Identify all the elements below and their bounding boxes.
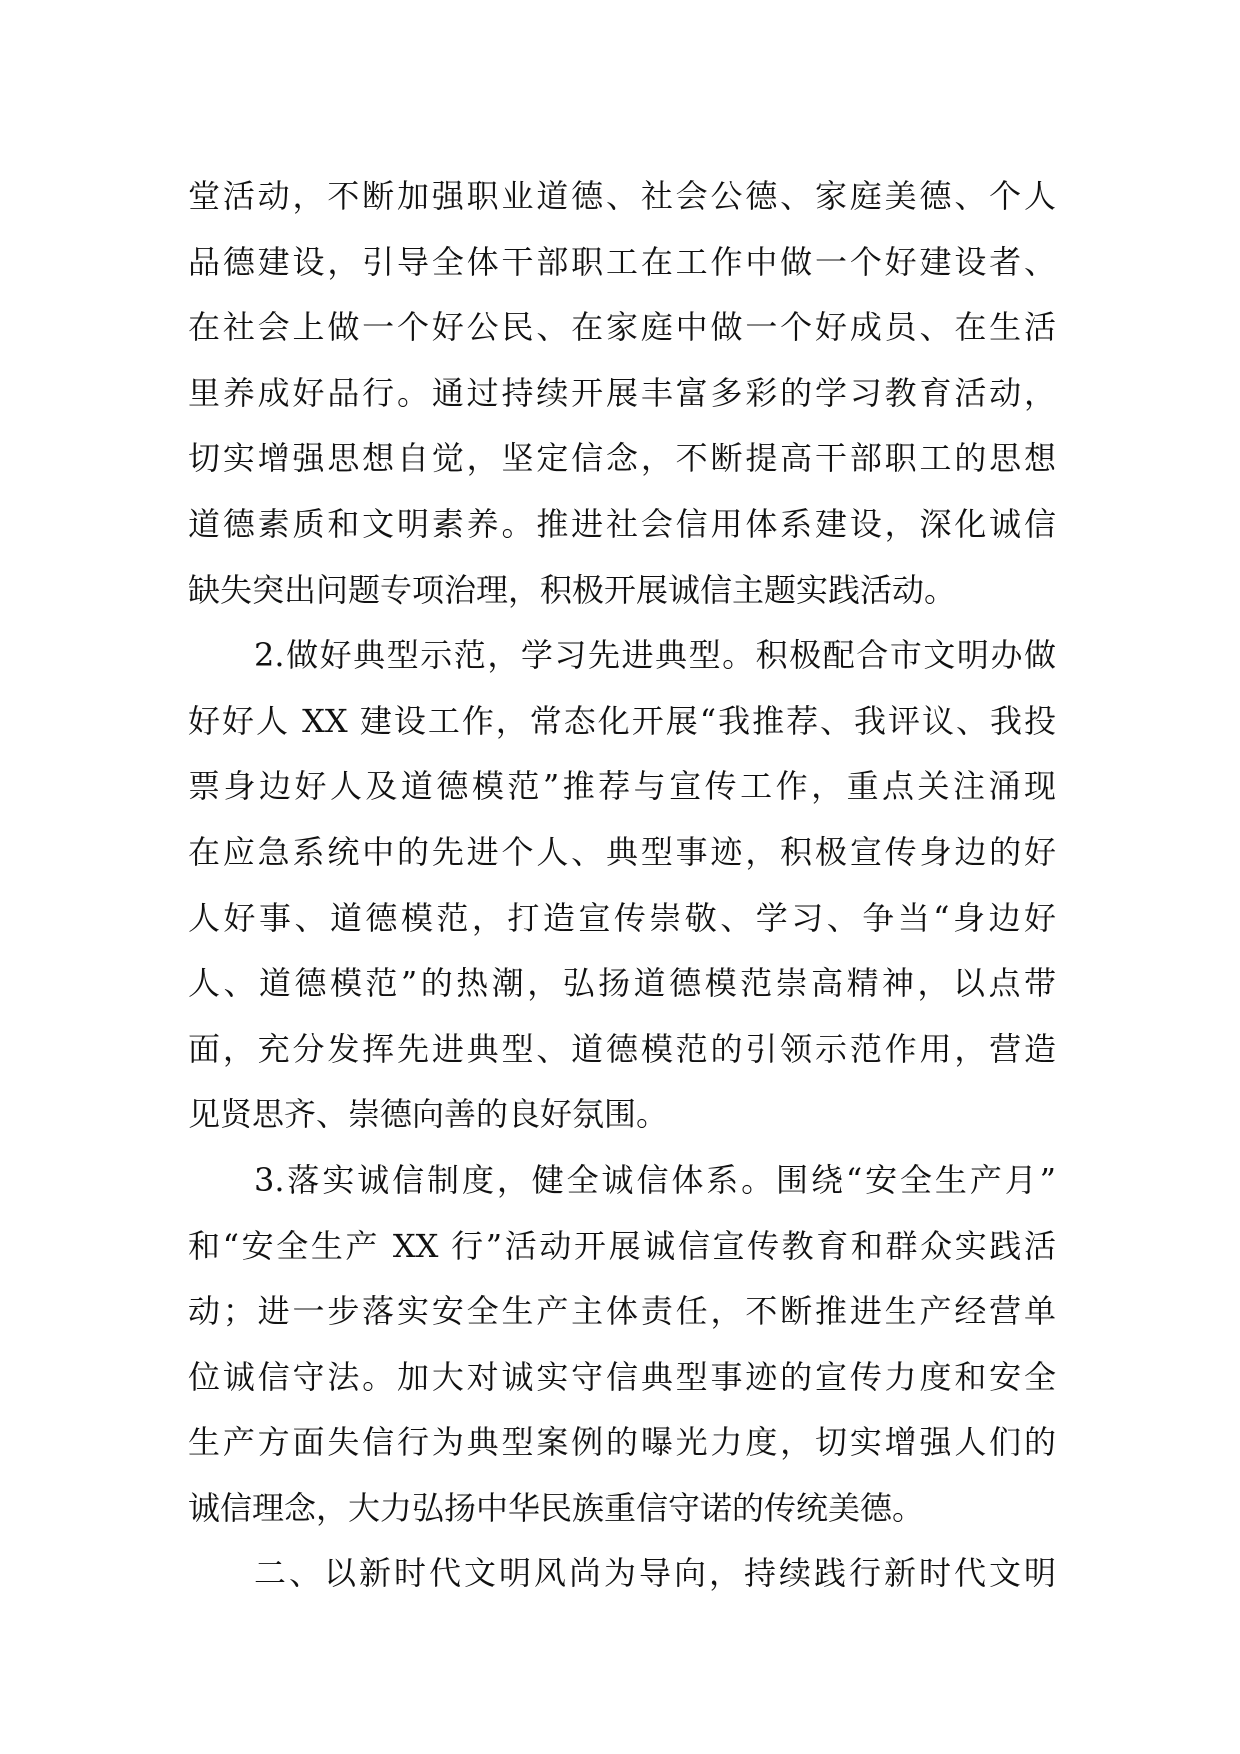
text-line: 见贤思齐、崇德向善的良好氛围。 bbox=[188, 1095, 669, 1134]
text-line: 堂活动，不断加强职业道德、社会公德、家庭美德、个人 bbox=[188, 177, 1056, 215]
text-line: 切实增强思想自觉，坚定信念，不断提高干部职工的思想 bbox=[188, 439, 1056, 478]
text-line: 面，充分发挥先进典型、道德模范的引领示范作用，营造 bbox=[188, 1029, 1056, 1068]
text-line: 动；进一步落实安全生产主体责任，不断推进生产经营单 bbox=[188, 1292, 1056, 1331]
paragraph-heading-3: 3.落实诚信制度，健全诚信体系。围绕“安全生产月” bbox=[254, 1160, 1056, 1199]
document-body bbox=[188, 164, 1056, 1607]
text-line: 好好人 XX 建设工作，常态化开展“我推荐、我评议、我投 bbox=[188, 701, 1056, 740]
text-line: 票身边好人及道德模范”推荐与宣传工作，重点关注涌现 bbox=[188, 767, 1056, 806]
paragraph-heading-2: 2.做好典型示范，学习先进典型。积极配合市文明办做 bbox=[254, 636, 1056, 675]
text-line: 生产方面失信行为典型案例的曝光力度，切实增强人们的 bbox=[188, 1423, 1056, 1462]
section-heading: 二、以新时代文明风尚为导向，持续践行新时代文明 bbox=[254, 1554, 1056, 1593]
text-line: 里养成好品行。通过持续开展丰富多彩的学习教育活动， bbox=[188, 373, 1056, 412]
text-line: 位诚信守法。加大对诚实守信典型事迹的宣传力度和安全 bbox=[188, 1357, 1056, 1396]
text-line: 和“安全生产 XX 行”活动开展诚信宣传教育和群众实践活 bbox=[188, 1226, 1056, 1265]
text-line: 人、道德模范”的热潮，弘扬道德模范崇高精神，以点带 bbox=[188, 964, 1056, 1003]
text-line: 人好事、道德模范，打造宣传崇敬、学习、争当“身边好 bbox=[188, 898, 1056, 937]
text-line: 在社会上做一个好公民、在家庭中做一个好成员、在生活 bbox=[188, 308, 1056, 347]
text-line: 诚信理念，大力弘扬中华民族重信守诺的传统美德。 bbox=[188, 1488, 925, 1527]
text-line: 缺失突出问题专项治理，积极开展诚信主题实践活动。 bbox=[188, 570, 957, 609]
text-line: 道德素质和文明素养。推进社会信用体系建设，深化诚信 bbox=[188, 504, 1056, 543]
text-line: 品德建设，引导全体干部职工在工作中做一个好建设者、 bbox=[188, 242, 1056, 281]
text-line: 在应急系统中的先进个人、典型事迹，积极宣传身边的好 bbox=[188, 832, 1056, 871]
